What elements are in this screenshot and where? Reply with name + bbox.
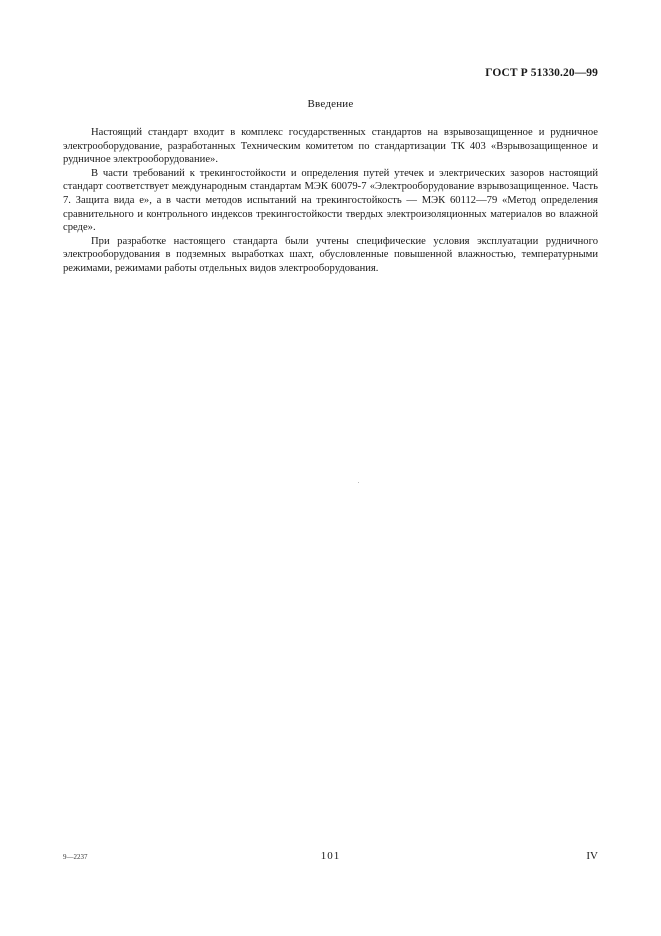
paragraph: При разработке настоящего стандарта были учтены специфические условия эксплуатации рудничного электрооборудования в подземных выработках шахт, обусловленные повышенной влажностью, температурными режимами, режимами работы отдельных видов электрооборудования. [63, 235, 598, 274]
paragraph: Настоящий стандарт входит в комплекс государственных стандартов на взрывозащищенное и рудничное электрооборудование, разработанных Техническим комитетом по стандартизации ТК 403 «Взрывозащищенное и рудничное электрооборудование». [63, 127, 598, 166]
roman-page-number: IV [586, 850, 598, 862]
page-number: 101 [320, 850, 341, 862]
body-text [63, 126, 598, 276]
section-title: Введение [307, 98, 354, 110]
document-code: ГОСТ Р 51330.20—99 [485, 67, 598, 79]
page-footer [63, 850, 598, 866]
sheet-mark: 9—2237 [63, 853, 88, 861]
paragraph: В части требований к трекингостойкости и определения путей утечек и электрических зазоров настоящий стандарт соответствует международным стандартам МЭК 60079-7 «Электрооборудование взрывозащищенное. Часть 7. Защита вида е», а в части методов испытаний на трекингостойкость — МЭК 60112—79 «Метод определения сравнительного и контрольного индексов трекингостойкости твердых электроизоляционных материалов во влажной среде». [63, 167, 598, 234]
scan-speck [358, 482, 359, 483]
